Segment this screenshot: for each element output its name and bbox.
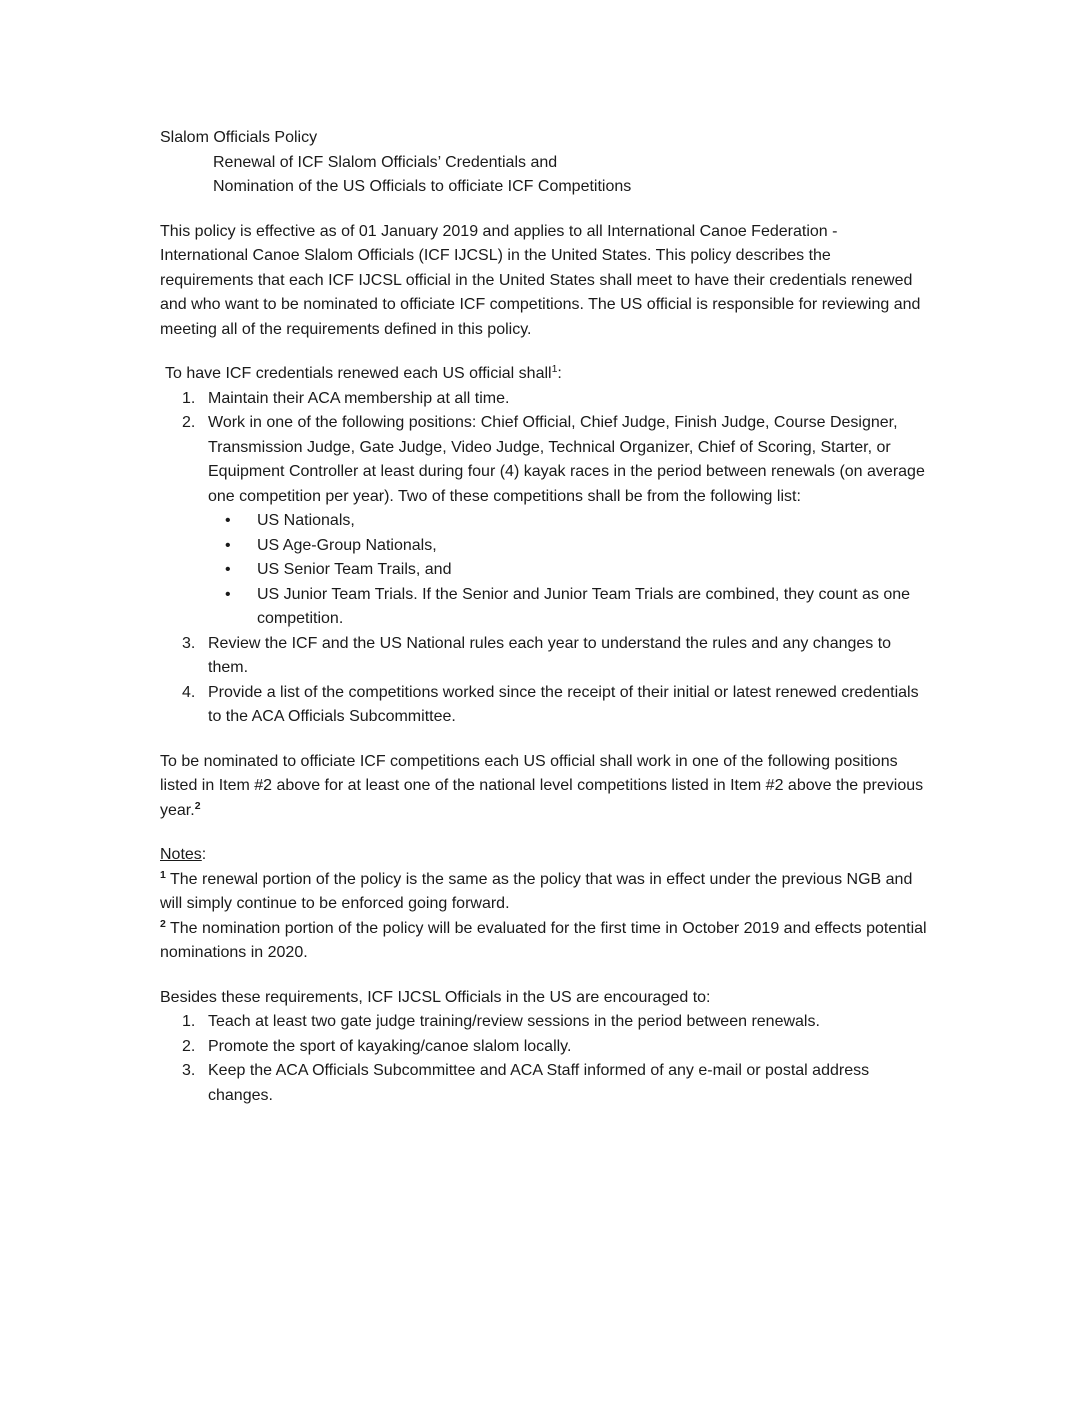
renewal-lead-colon: :: [557, 365, 562, 382]
nomination-text: To be nominated to officiate ICF competitions each US official shall work in one of the following positions listed in Item #2 above for at least one of the national level competitions listed in Item #2 above the previous year.: [160, 752, 924, 819]
notes-heading-text: Notes: [160, 846, 202, 863]
renewal-item-4: Provide a list of the competitions worked since the receipt of their initial or latest renewed credentials to the ACA Officials Subcommittee.: [208, 683, 919, 725]
renewal-section: [160, 362, 928, 730]
renewal-item-2-text: Work in one of the following positions: Chief Official, Chief Judge, Finish Judge, Course Designer, Transmission Judge, Gate Judge, Video Judge, Technical Organizer, Chief of Scoring, Starter, or Equipment Controller at least during four (4) kayak races in the period between renewals (on average one competition per year). Two of these competitions shall be from the following list:: [208, 414, 925, 505]
footnote-ref-1: 1: [551, 363, 558, 375]
nomination-paragraph: [160, 750, 928, 824]
encouraged-list: [160, 1010, 928, 1108]
footnote-ref-2: 2: [194, 799, 201, 812]
notes-section: [160, 843, 928, 966]
renewal-lead: [160, 362, 928, 387]
title-line-1: Slalom Officials Policy: [160, 129, 318, 146]
notes-heading-colon: :: [201, 846, 207, 863]
footnote-2: [160, 917, 928, 966]
footnote-1-text: The renewal portion of the policy is the same as the policy that was in effect under the previous NGB and will simply continue to be enforced going forward.: [160, 870, 913, 912]
renewal-list: [160, 387, 928, 730]
footnote-1-marker: 1: [160, 868, 166, 881]
renewal-item-3: Review the ICF and the US National rules each year to understand the rules and any changes to them.: [208, 634, 892, 676]
title-line-2: Renewal of ICF Slalom Officials’ Credentials and: [213, 153, 558, 171]
renewal-item-2: [208, 411, 928, 632]
footnote-1: [160, 868, 928, 917]
notes-heading: [160, 843, 928, 868]
title-line-3: Nomination of the US Officials to officiate ICF Competitions: [213, 178, 632, 195]
encouraged-item-3: Keep the ACA Officials Subcommittee and ACA Staff informed of any e-mail or postal address changes.: [208, 1062, 870, 1104]
bullet-item-age-group-nationals: • US Age-Group Nationals,: [257, 534, 928, 559]
competition-bullet-list: [208, 509, 928, 632]
bullet-item-us-nationals: • US Nationals,: [257, 509, 928, 534]
footnote-2-marker: 2: [160, 917, 166, 930]
renewal-item-1: Maintain their ACA membership at all time.: [208, 389, 510, 407]
encouraged-item-2: Promote the sport of kayaking/canoe slalom locally.: [208, 1037, 572, 1055]
encouraged-lead: Besides these requirements, ICF IJCSL Officials in the US are encouraged to:: [160, 988, 711, 1006]
footnote-2-text: The nomination portion of the policy will be evaluated for the first time in October 2019 and effects potential nominations in 2020.: [160, 919, 927, 961]
bullet-item-senior-team-trails: • US Senior Team Trails, and: [257, 558, 928, 583]
encouraged-section: [160, 986, 928, 1109]
renewal-lead-text: To have ICF credentials renewed each US official shall: [165, 365, 552, 382]
intro-paragraph: This policy is effective as of 01 January 2019 and applies to all International Canoe Federation - International Canoe Slalom Officials (ICF IJCSL) in the United States. This policy describes the requirements that each ICF IJCSL official in the United States shall meet to have their credentials renewed and who want to be nominated to officiate ICF competitions. The US official is responsible for reviewing and meeting all of the requirements defined in this policy.: [160, 222, 921, 338]
bullet-item-junior-team-trials: • US Junior Team Trials. If the Senior and Junior Team Trials are combined, they count as one competition.: [257, 583, 928, 632]
document-title-block: [160, 126, 928, 200]
encouraged-item-1: Teach at least two gate judge training/review sessions in the period between renewals.: [208, 1013, 820, 1030]
